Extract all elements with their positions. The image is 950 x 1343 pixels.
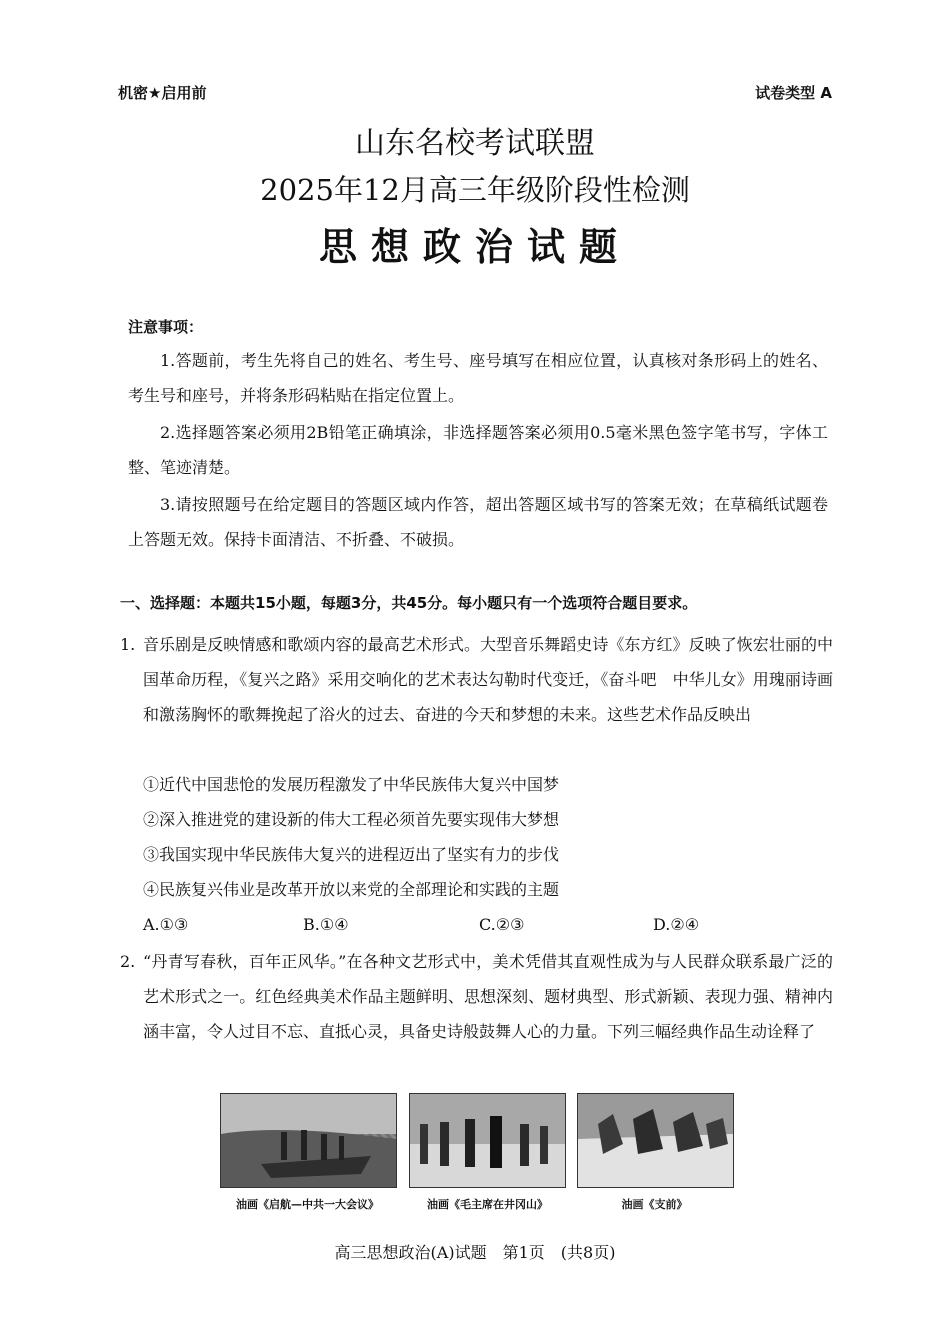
- option-statement-4: ④民族复兴伟业是改革开放以来党的全部理论和实践的主题: [143, 880, 560, 899]
- notice-heading: 注意事项：: [128, 318, 204, 336]
- question-number-2: 2.: [120, 952, 136, 971]
- option-statement-3: ③我国实现中华民族伟大复兴的进程迈出了坚实有力的步伐: [143, 845, 560, 864]
- option-statement-2: ②深入推进党的建设新的伟大工程必须首先要实现伟大梦想: [143, 810, 560, 829]
- choice-c: C.②③: [479, 915, 525, 934]
- notice-item-2: 2.选择题答案必须用2B铅笔正确填涂，非选择题答案必须用0.5毫米黑色签字笔书写，字体工整、笔迹清楚。: [128, 423, 828, 477]
- page-footer: 高三思想政治(A)试题 第1页 (共8页): [334, 1243, 616, 1262]
- question-stem-2: “丹青写春秋，百年正风华。”在各种文艺形式中，美术凭借其直观性成为与人民群众联系最广泛的艺术形式之一。红色经典美术作品主题鲜明、思想深刻、题材典型、形式新颖、表现力强、精神内涵丰富，令人过目不忘、直抵心灵，具备史诗般鼓舞人心的力量。下列三幅经典作品生动诠释了: [143, 952, 833, 1041]
- painting-caption-1: 油画《启航—中共一大会议》: [236, 1198, 379, 1211]
- subject-title: 思想政治试题: [318, 225, 631, 269]
- choice-a: A.①③: [143, 915, 189, 934]
- confidential-label: 机密★启用前: [118, 84, 207, 102]
- painting-caption-3: 油画《支前》: [621, 1198, 688, 1211]
- notice-item-1: 1.答题前，考生先将自己的姓名、考生号、座号填写在相应位置，认真核对条形码上的姓名、考生号和座号，并将条形码粘贴在指定位置上。: [128, 351, 828, 405]
- paper-type-label: 试卷类型 A: [755, 84, 832, 102]
- painting-image-2: [409, 1093, 566, 1188]
- choice-b: B.①④: [303, 915, 349, 934]
- option-statement-1: ①近代中国悲怆的发展历程激发了中华民族伟大复兴中国梦: [143, 775, 560, 794]
- exam-name-title: 2025年12月高三年级阶段性检测: [260, 173, 690, 207]
- notice-item-3: 3.请按照题号在给定题目的答题区域内作答，超出答题区域书写的答案无效；在草稿纸试题卷上答题无效。保持卡面清洁、不折叠、不破损。: [128, 495, 828, 549]
- answer-choices: [143, 907, 833, 942]
- choice-d: D.②④: [653, 915, 700, 934]
- painting-caption-2: 油画《毛主席在井冈山》: [427, 1198, 548, 1211]
- painting-image-1: [220, 1093, 397, 1188]
- section-title: 一、选择题：本题共15小题，每题3分，共45分。每小题只有一个选项符合题目要求。: [120, 594, 698, 612]
- question-stem-1: 音乐剧是反映情感和歌颂内容的最高艺术形式。大型音乐舞蹈史诗《东方红》反映了恢宏壮丽的中国革命历程，《复兴之路》采用交响化的艺术表达勾勒时代变迁，《奋斗吧 中华儿女》用瑰丽诗画和激荡胸怀的歌舞挽起了浴火的过去、奋进的今天和梦想的未来。这些艺术作品反映出: [143, 635, 833, 724]
- exam-org-title: 山东名校考试联盟: [355, 126, 595, 161]
- question-number-1: 1.: [120, 635, 136, 654]
- painting-image-3: [577, 1093, 734, 1188]
